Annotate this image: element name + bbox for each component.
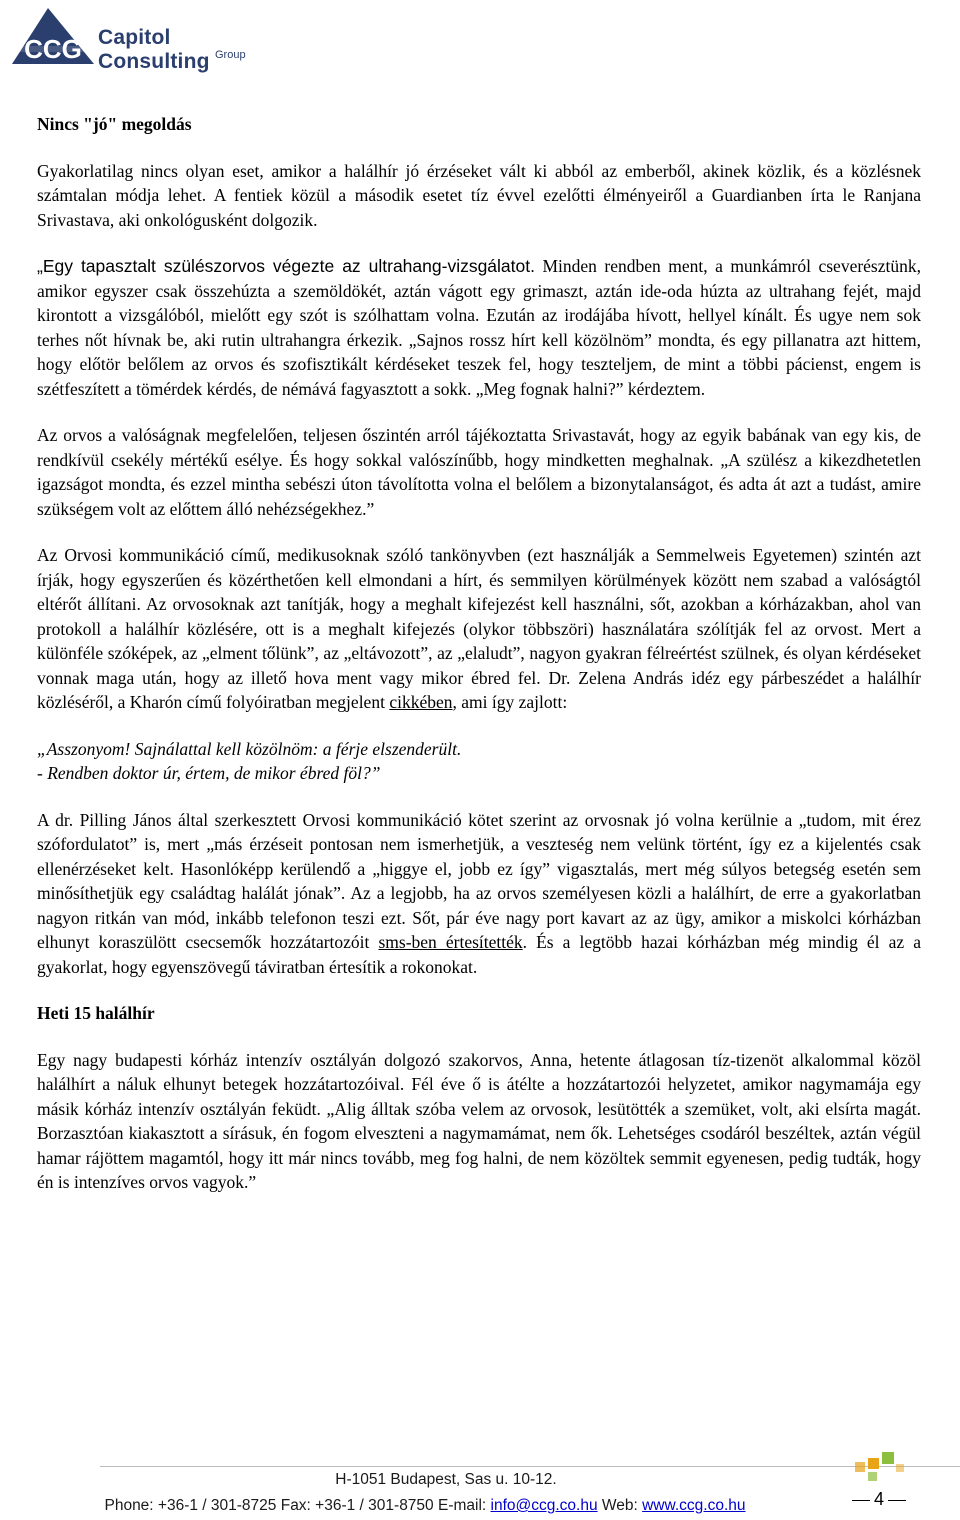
footer-contact — [0, 1497, 905, 1515]
quote-line-2: - Rendben doktor úr, értem, de mikor ébred föl?” — [37, 763, 381, 783]
page-number — [848, 1489, 910, 1510]
quote-line-1: „Asszonyom! Sajnálattal kell közölnöm: a férje elszenderült. — [37, 738, 462, 759]
paragraph-text: , ami így zajlott: — [452, 692, 568, 712]
footer-address: H-1051 Budapest, Sas u. 10-12. — [335, 1471, 557, 1488]
section-heading-heti-15-halalhir: Heti 15 halálhír — [37, 1003, 155, 1023]
quote-rest: Minden rendben ment, a munkámról cseverésztünk, amikor egyszer csak összehúzta a szemöldökét, aztán vágott egy grimaszt, aztán ide-oda húzta az ultrahang fejét, majd kirontott a vizsgálóból, mielőtt egy szót is szólhattam volna. Ezután az irodájába hívott, hellyel kínált. És ugye nem sok terhes nőt hívnak be, aki rutin ultrahangra érkezik. „Sajnos rossz hírt kell közölnöm” mondta, és egy pillanatra azt hittem, hogy előtör belőlem az orvos és szofisztikált kérdéseket teszek fel, hogy teszteljem, de mint a többi pácienst, engem is szétfeszített a tömérdek kérdés, de némává fagyasztott a sokk. „Meg fognak halni?” kérdeztem. — [37, 256, 921, 399]
paragraph-srivastava-quote — [37, 254, 921, 401]
contact-text: Web: — [597, 1497, 643, 1514]
page-number-value: 4 — [874, 1489, 885, 1509]
paragraph-textbook — [37, 543, 921, 715]
paragraph-text: Az Orvosi kommunikáció című, medikusoknak szóló tankönyvben (ezt használják a Semmelweis Egyetemen) szintén azt írják, hogy egyszerűen és közérthetően kell elmondani a hírt, és semmilyen körülmények között nem szabad a valóságtól eltérőt állítani. Az orvosoknak azt tanítják, hogy a meghalt kifejezést kell használni, sőt, azokban a kórházakban, ahol van protokoll a halálhír közlésére, ott is a meghalt kifejezés (olykor többszöri) használatára szólítják fel az orvost. Mert a különféle szóképek, az „elment tőlünk”, az „eltávozott”, az „elaludt”, nagyon gyakran félreértést szülnek, és olyan kérdéseket vonnak maga után, hogy az illető hova ment vagy mikor ébred fel. Dr. Zelena András idéz egy párbeszédet a halálhír közléséről, a Kharón című folyóiratban megjelent — [37, 545, 921, 712]
document-body — [37, 112, 921, 1195]
company-logo — [8, 6, 268, 73]
paragraph-intro: Gyakorlatilag nincs olyan eset, amikor a halálhír jó érzéseket vált ki abból az emberből, akinek közlik, és a közlésnek számtalan módja lehet. A fentiek közül a második esetet tíz évvel ezelőtti élményeiről a Guardianben írta le Ranjana Srivastava, aki onkológusként dolgozik. — [37, 160, 921, 230]
email-link[interactable]: info@ccg.co.hu — [490, 1497, 598, 1514]
company-subname: Group — [215, 49, 246, 61]
paragraph-text: . És a legtöbb hazai kórházban még mindig él az a gyakorlat, hogy egyenszövegű táviratban értesítik a rokonokat. — [37, 932, 921, 977]
company-name: Capitol Consulting — [98, 26, 210, 73]
ccg-logo-icon — [8, 6, 98, 68]
link-cikkeben[interactable]: cikkében — [389, 692, 453, 712]
paragraph-anna: Egy nagy budapesti kórház intenzív osztályán dolgozó szakorvos, Anna, hetente átlagosan tíz-tizenöt alkalommal közöl halálhírt a náluk elhunyt betegek hozzátartozóival. Fél éve ő is átélte a hozzátartozói helyzetet, amikor nagymamája egy másik kórház intenzív osztályán feküdt. „Alig álltak szóba velem az orvosok, lesütötték a szemüket, volt, aki elsírta magát. Borzasztóan kiakasztott a sírásuk, én fogom elveszteni a nagymamámat, nem ők. Lehetséges csodáról beszéltek, aztán végül hamar rájöttem magamtól, hogy itt már nincs tovább, meg fog halni, de nem közöltek semmit egyenesen, pedig tudták, hogy én is intenzíves orvos vagyok.” — [37, 1049, 921, 1192]
paragraph-pilling — [37, 808, 921, 980]
quote-opening: „Egy tapasztalt szülészorvos végezte az ultrahang-vizsgálatot. — [37, 256, 535, 276]
link-sms-ertesitettek[interactable]: sms-ben értesítették — [378, 932, 523, 952]
paragraph-text: A dr. Pilling János által szerkesztett Orvosi kommunikáció kötet szerint az orvosnak jó volna kerülnie a „tudom, mit érez szófordulatot” is, mert „más érzéseit pontosan nem ismerhetjük, a veszteség nem velünk történt, így ez a kijelentés csak ellenérzéseket kelt. Hasonlóképp kerülendő a „higgye el, jobb ez így” vigasztalás, mert még súlyos betegség esetén sem minősíthetjük egy családtag halálát jónak”. Az a legjobb, ha az orvos személyesen közli a halálhírt, de erre a gyakorlatban nagyon ritkán van mód, inkább telefonon teszi ezt. Sőt, pár éve nagy port kavart az az ügy, amikor a miskolci kórházban elhunyt koraszülött csecsemők hozzátartozóit — [37, 809, 921, 952]
paragraph-doctor-truth: Az orvos a valóságnak megfelelően, teljesen őszintén arról tájékoztatta Srivastavát, hogy az egyik babának van egy kis, de rendkívül csekély mértékű esélye. És hogy sokkal valószínűbb, hogy mindketten meghalnak. „A szülész a kikezdhetetlen igazságot mondta, és ezzel mintha sebészi úton távolította volna el belőlem a bizonytalanságot, és adta át azt a tudást, amire szükségem volt az előttem álló nehézségekhez.” — [37, 425, 921, 519]
website-link[interactable]: www.ccg.co.hu — [642, 1497, 746, 1514]
contact-text: Phone: +36-1 / 301-8725 Fax: +36-1 / 301-8750 E-mail: — [104, 1497, 491, 1514]
section-heading-nincs-jo-megoldas: Nincs "jó" megoldás — [37, 114, 192, 134]
footer-divider — [100, 1466, 960, 1467]
logo-initials: CCG — [24, 34, 82, 64]
